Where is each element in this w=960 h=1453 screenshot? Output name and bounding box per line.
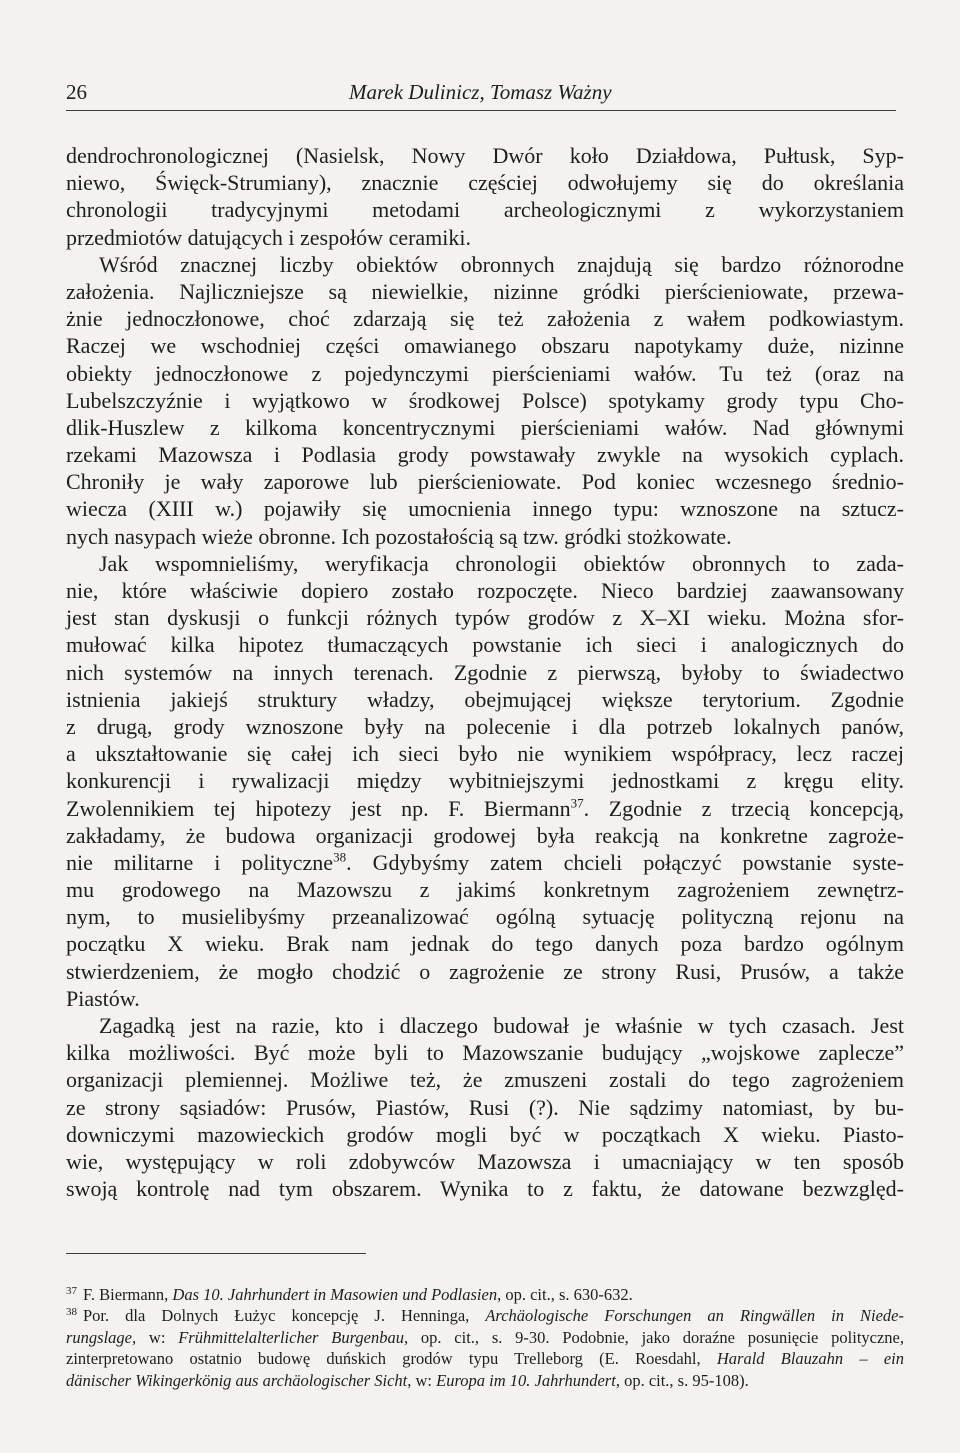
text-line: Chroniły je wały zaporowe lub pierścieniowate. Pod koniec wczesnego średnio- (66, 469, 904, 495)
page-number: 26 (66, 80, 87, 104)
footnote-title: Harald Blauzahn – ein (716, 1349, 904, 1369)
footnote-text: zinterpretowano ostatnio budowę duńskich grodów typu Trelleborg (E. Roesdahl, (66, 1349, 717, 1369)
text-line: istnienia jakiejś struktury władzy, obejmującej większe terytorium. Zgodnie (66, 686, 904, 712)
footnote-divider (66, 1253, 366, 1254)
body-text (66, 142, 904, 1202)
text-line: konkurencji i rywalizacji między wybitniejszymi jednostkami z kręgu elity. (66, 768, 904, 794)
text-line: początku X wieku. Brak nam jednak do tego danych poza bardzo ogólnym (66, 931, 904, 957)
footnote-title: rungslage (66, 1327, 132, 1347)
text-line: nich systemów na innych terenach. Zgodnie z pierwszą, byłoby to świadectwo (66, 659, 904, 685)
text-line: Jak wspomnieliśmy, weryfikacja chronologii obiektów obronnych to zada- (99, 550, 904, 576)
footnote-number: 37 (66, 1284, 77, 1297)
footnote-38 (66, 1305, 904, 1326)
footnote-text: , w: (132, 1327, 179, 1347)
text-line: Raczej we wschodniej części omawianego obszaru napotykamy duże, nizinne (66, 333, 904, 359)
text-line: nym, to musielibyśmy przeanalizować ogólną sytuację polityczną rejonu na (66, 904, 904, 930)
footnotes (66, 1284, 904, 1391)
text-line: mułować kilka hipotez tłumaczących powstanie ich sieci i analogicznych do (66, 632, 904, 658)
text-fragment: Zwolennikiem tej hipotezy jest np. F. Biermann (66, 795, 571, 821)
footnote-37 (66, 1284, 904, 1305)
text-line: mu grodowego na Mazowszu z jakimś konkretnym zagrożeniem zewnętrz- (66, 877, 904, 903)
footnote-text: F. Biermann, (83, 1285, 173, 1304)
footnote-38-continued (66, 1348, 904, 1369)
footnote-number: 38 (66, 1305, 77, 1318)
text-line: założenia. Najliczniejsze są niewielkie, nizinne gródki pierścieniowate, przewa- (66, 278, 904, 304)
footnote-title: dänischer Wikingerkönig aus archäologischer Sicht (66, 1370, 408, 1390)
text-line: Piastów. (66, 985, 140, 1011)
text-line: z drugą, grody wznoszone były na polecenie i dla potrzeb lokalnych panów, (66, 713, 904, 739)
text-line: obiekty jednoczłonowe z pojedynczymi pierścieniami wałów. Tu też (oraz na (66, 360, 904, 386)
text-line: a ukształtowanie się całej ich sieci było nie wynikiem współpracy, lecz raczej (66, 741, 904, 767)
footnote-text: , op. cit., s. 95-108). (615, 1370, 749, 1390)
text-line: niewo, Święck-Strumiany), znacznie częściej odwołujemy się do określania (66, 170, 904, 196)
text-line: swoją kontrolę nad tym obszarem. Wynika to z faktu, że datowane bezwzględ- (66, 1176, 904, 1202)
text-line-with-footnote-38 (66, 849, 904, 876)
text-line: organizacji plemiennej. Możliwe też, że zmuszeni zostali do tego zagrożeniem (66, 1067, 904, 1093)
text-line: dlik-Huszlew z kilkoma koncentrycznymi pierścieniami wałów. Nad głównymi (66, 414, 904, 440)
footnote-title: Archäologische Forschungen an Ringwällen in Niede- (485, 1306, 904, 1326)
text-line: ze strony sąsiadów: Prusów, Piastów, Rusi (?). Nie sądzimy natomiast, by bu- (66, 1094, 904, 1120)
text-line: downiczymi mazowieckich grodów mogli być w początkach X wieku. Piasto- (66, 1121, 904, 1147)
footnote-text: Por. dla Dolnych Łużyc koncepcję J. Henninga, (83, 1306, 486, 1326)
text-line: wie, występujący w roli zdobywców Mazowsza i umacniający w ten sposób (66, 1148, 904, 1174)
text-line: żnie jednoczłonowe, choć zdarzają się też założenia z wałem podkowiastym. (66, 306, 904, 332)
text-line-with-footnote-37 (66, 795, 904, 822)
footnote-ref-37[interactable]: 37 (570, 795, 584, 811)
text-line: Zagadką jest na razie, kto i dlaczego budował je właśnie w tych czasach. Jest (99, 1013, 904, 1038)
footnote-title: Frühmittelalterlicher Burgenbau (178, 1327, 404, 1347)
text-fragment: . Gdybyśmy zatem chcieli połączyć powstanie syste- (346, 849, 904, 875)
text-line: Wśród znacznej liczby obiektów obronnych znajdują się bardzo różnorodne (99, 251, 904, 277)
footnote-ref-38[interactable]: 38 (333, 849, 347, 865)
footnote-text: , op. cit., s. 630-632. (497, 1285, 633, 1304)
footnote-text: , w: (407, 1370, 437, 1390)
text-line: jest stan dyskusji o funkcji różnych typów grodów z X–XI wieku. Można sfor- (66, 605, 904, 631)
footnote-text: , op. cit., s. 9-30. Podobnie, jako doraźne posunięcie polityczne, (403, 1327, 904, 1347)
text-line: stwierdzeniem, że mogło chodzić o zagrożenie ze strony Rusi, Prusów, a także (66, 958, 904, 984)
text-line: wiecza (XIII w.) pojawiły się umocnienia innego typu: wznoszone na sztucz- (66, 496, 904, 522)
text-fragment: nie militarne i polityczne (66, 849, 334, 875)
text-fragment: . Zgodnie z trzecią koncepcją, (583, 795, 904, 821)
text-line: Lubelszczyźnie i wyjątkowo w środkowej Polsce) spotykamy grody typu Cho- (66, 387, 904, 413)
text-line: przedmiotów datujących i zespołów ceramiki. (66, 224, 472, 250)
footnote-title: Das 10. Jahrhundert in Masowien und Podlasien (172, 1285, 498, 1304)
text-line: kilka możliwości. Być może byli to Mazowszanie budujący „wojskowe zaplecze” (66, 1040, 904, 1066)
footnote-38-continued (66, 1370, 904, 1391)
text-line: chronologii tradycyjnymi metodami archeologicznymi z wykorzystaniem (66, 197, 904, 223)
running-title: Marek Dulinicz, Tomasz Ważny (349, 80, 612, 104)
text-line: nie, które właściwie dopiero zostało rozpoczęte. Nieco bardziej zaawansowany (66, 578, 904, 603)
text-line: rzekami Mazowsza i Podlasia grody powstawały zwykle na wysokich cyplach. (66, 442, 904, 468)
running-head (66, 80, 896, 111)
text-line: nych nasypach wieże obronne. Ich pozostałością są tzw. gródki stożkowate. (66, 523, 732, 549)
footnote-title: Europa im 10. Jahrhundert (436, 1370, 616, 1390)
footnote-38-continued (66, 1327, 904, 1348)
text-line: dendrochronologicznej (Nasielsk, Nowy Dwór koło Działdowa, Pułtusk, Syp- (66, 143, 904, 168)
text-line: zakładamy, że budowa organizacji grodowej była reakcją na konkretne zagroże- (66, 822, 904, 848)
